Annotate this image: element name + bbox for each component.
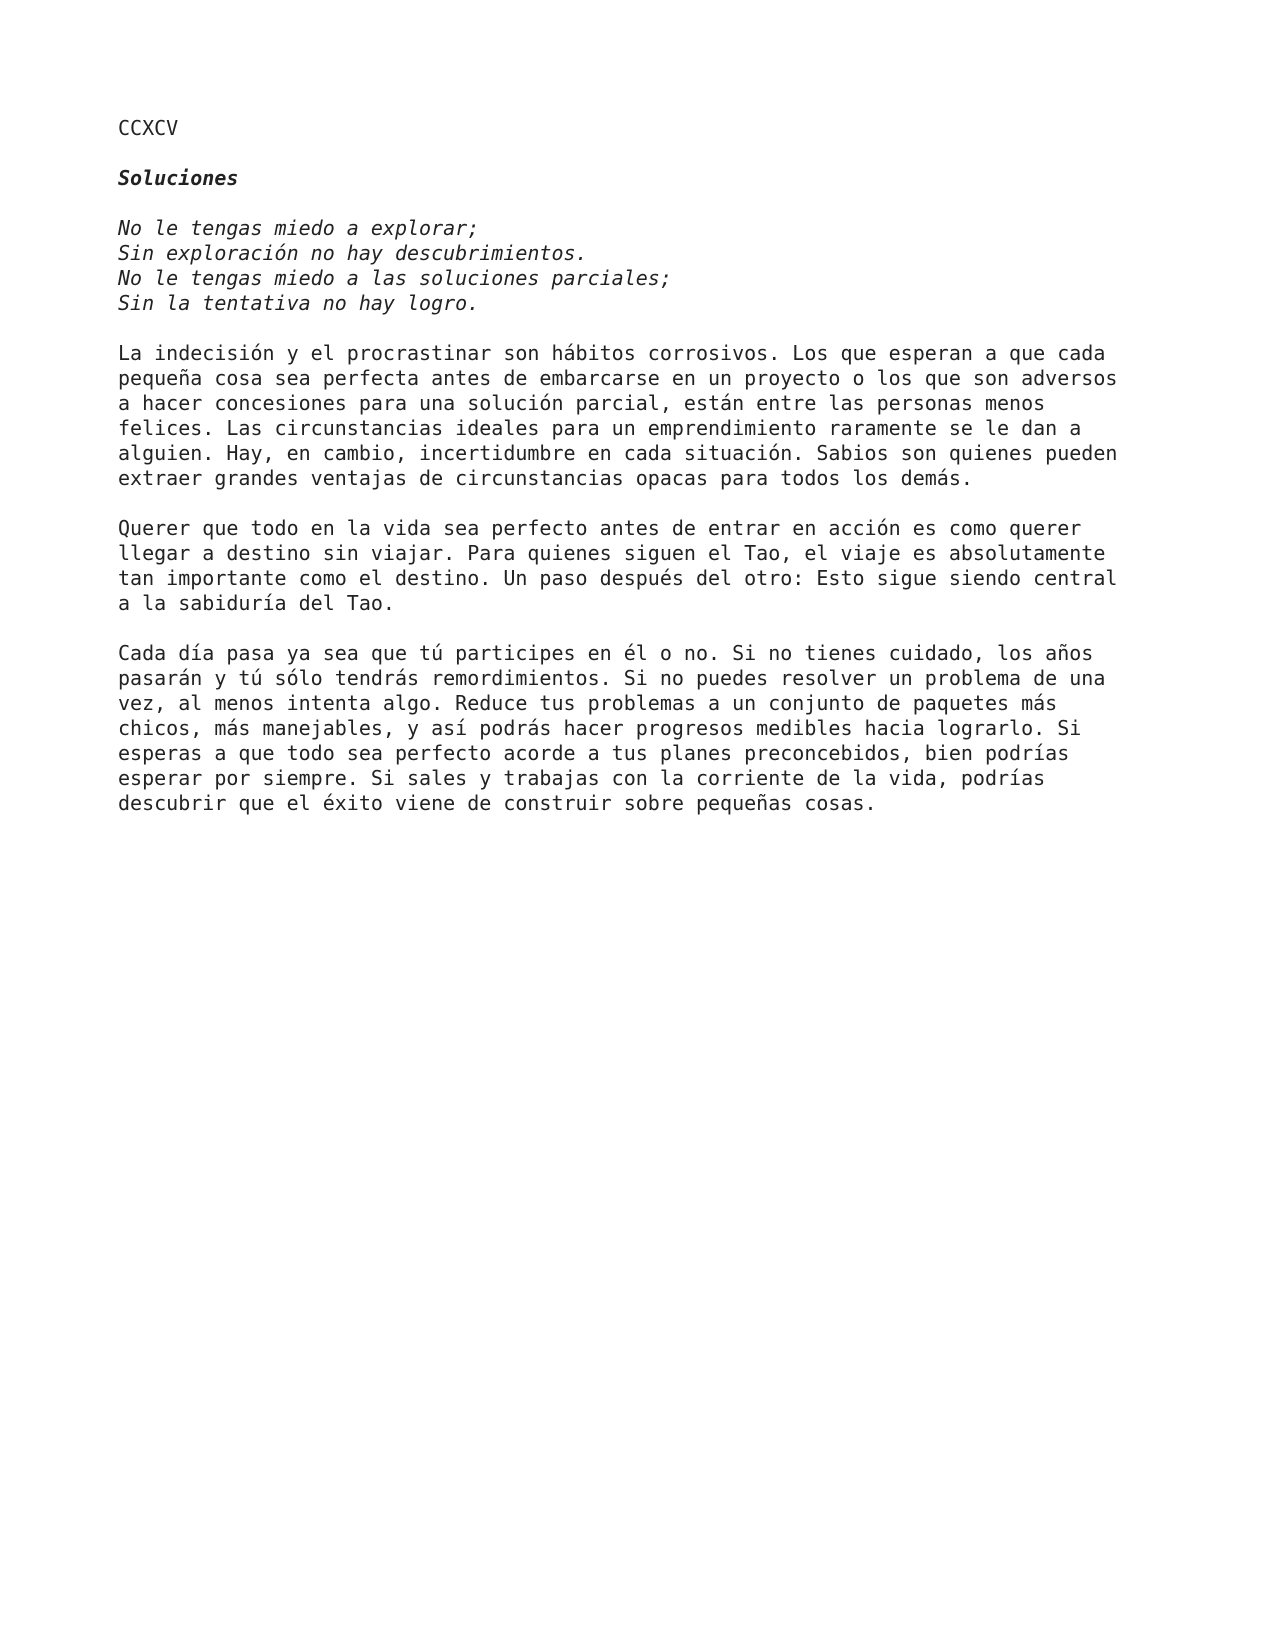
paragraph-line: llegar a destino sin viajar. Para quienes siguen el Tao, el viaje es absolutamente <box>118 541 1106 565</box>
paragraph-line: descubrir que el éxito viene de construir sobre pequeñas cosas. <box>118 791 877 815</box>
paragraph-line: Cada día pasa ya sea que tú participes en él o no. Si no tienes cuidado, los años <box>118 641 1094 665</box>
paragraph-2 <box>118 516 1158 616</box>
paragraph-line: a hacer concesiones para una solución parcial, están entre las personas menos <box>118 391 1046 415</box>
paragraph-3 <box>118 641 1158 816</box>
paragraph-line: tan importante como el destino. Un paso después del otro: Esto sigue siendo central <box>118 566 1118 590</box>
paragraph-line: chicos, más manejables, y así podrás hacer progresos medibles hacia lograrlo. Si <box>118 716 1082 740</box>
verse-line: No le tengas miedo a las soluciones parciales; <box>118 266 672 290</box>
paragraph-line: pequeña cosa sea perfecta antes de embarcarse en un proyecto o los que son adversos <box>118 366 1118 390</box>
chapter-number: CCXCV <box>118 116 179 140</box>
paragraph-1 <box>118 341 1158 491</box>
paragraph-line: a la sabiduría del Tao. <box>118 591 395 615</box>
paragraph-line: esperas a que todo sea perfecto acorde a tus planes preconcebidos, bien podrías <box>118 741 1070 765</box>
document-page <box>118 116 1158 841</box>
verse-line: No le tengas miedo a explorar; <box>118 216 480 240</box>
verse-block <box>118 216 1158 316</box>
verse-line: Sin exploración no hay descubrimientos. <box>118 241 588 265</box>
paragraph-line: felices. Las circunstancias ideales para un emprendimiento raramente se le dan a <box>118 416 1082 440</box>
chapter-title: Soluciones <box>118 166 239 190</box>
paragraph-line: La indecisión y el procrastinar son hábitos corrosivos. Los que esperan a que cada <box>118 341 1106 365</box>
paragraph-line: esperar por siempre. Si sales y trabajas con la corriente de la vida, podrías <box>118 766 1046 790</box>
paragraph-line: pasarán y tú sólo tendrás remordimientos. Si no puedes resolver un problema de una <box>118 666 1106 690</box>
paragraph-line: alguien. Hay, en cambio, incertidumbre en cada situación. Sabios son quienes pueden <box>118 441 1118 465</box>
paragraph-line: extraer grandes ventajas de circunstancias opacas para todos los demás. <box>118 466 973 490</box>
verse-line: Sin la tentativa no hay logro. <box>118 291 480 315</box>
paragraph-line: Querer que todo en la vida sea perfecto antes de entrar en acción es como querer <box>118 516 1082 540</box>
paragraph-line: vez, al menos intenta algo. Reduce tus problemas a un conjunto de paquetes más <box>118 691 1058 715</box>
